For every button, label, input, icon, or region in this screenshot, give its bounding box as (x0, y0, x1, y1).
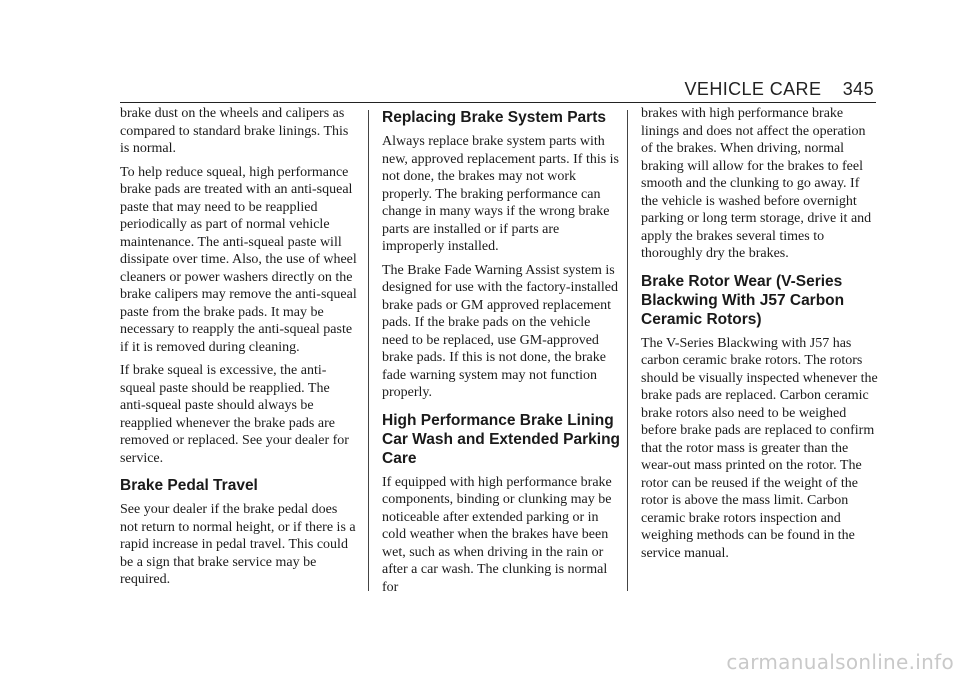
column-divider-2 (627, 110, 628, 591)
column-1 (120, 105, 358, 595)
col3-paragraph-2: The V-Series Blackwing with J57 has carbon ceramic brake rotors. The rotors should be visually inspected whenever the brake pads are replaced. Carbon ceramic brake rotors also need to be weighed before brake pads are replaced to confirm that the rotor mass is greater than the wear-out mass printed on the rotor. The rotor can be reused if the weight of the rotor is above the mass limit. Carbon ceramic brake rotors inspection and weighing methods can be found in the service manual. (641, 335, 878, 561)
col2-paragraph-1: Always replace brake system parts with new, approved replacement parts. If this is not done, the brakes may not work properly. The braking performance can change in many ways if the wrong brake parts are installed or if parts are improperly installed. (382, 134, 620, 254)
col3-paragraph-1: brakes with high performance brake linings and does not affect the operation of the brakes. When driving, normal braking will allow for the brakes to feel smooth and the clunking to go away. If the vehicle is washed before overnight parking or long term storage, drive it and apply the brakes several times to thoroughly dry the brakes. (641, 106, 872, 261)
col2-paragraph-2: The Brake Fade Warning Assist system is designed for use with the factory-installed brake pads or GM approved replacement pads. If the brake pads on the vehicle need to be replaced, use GM-approved brake pads. If this is not done, the brake fade warning system may not function properly. (382, 262, 618, 400)
page-number: 345 (842, 79, 874, 99)
column-divider-1 (368, 110, 369, 591)
heading-brake-rotor-wear: Brake Rotor Wear (V-Series Blackwing With J57 Carbon Ceramic Rotors) (641, 272, 845, 328)
watermark: carmanualsonline.info (726, 650, 954, 674)
heading-brake-pedal-travel: Brake Pedal Travel (120, 477, 258, 494)
heading-high-performance-lining: High Performance Brake Lining Car Wash and Extended Parking Care (382, 411, 621, 467)
col1-paragraph-4: See your dealer if the brake pedal does not return to normal height, or if there is a rapid increase in pedal travel. This could be a sign that brake service may be required. (120, 502, 356, 587)
column-2 (382, 105, 620, 602)
page-header (685, 79, 874, 100)
heading-replacing-brake-parts: Replacing Brake System Parts (382, 109, 606, 126)
col1-paragraph-2: To help reduce squeal, high performance brake pads are treated with an anti-squeal paste that may need to be reapplied periodically as part of normal vehicle maintenance. The anti-squeal paste will dissipate over time. Also, the use of wheel cleaners or power washers directly on the brake calipers may remove the anti-squeal paste from the brake pads. It may be necessary to reapply the anti-squeal paste if it is removed during cleaning. (120, 164, 357, 355)
section-title: VEHICLE CARE (684, 79, 822, 99)
col2-paragraph-3: If equipped with high performance brake components, binding or clunking may be noticeable after extended parking or in cold weather when the brakes have been wet, such as when driving in the rain or after a car wash. The clunking is normal for (382, 474, 612, 595)
column-3 (641, 105, 879, 568)
header-rule (120, 102, 876, 103)
col1-paragraph-1: brake dust on the wheels and calipers as compared to standard brake linings. This is normal. (120, 106, 349, 156)
col1-paragraph-3: If brake squeal is excessive, the anti-squeal paste should be reapplied. The anti-squeal paste should always be reapplied whenever the brake pads are removed or replaced. See your dealer for service. (120, 363, 349, 466)
